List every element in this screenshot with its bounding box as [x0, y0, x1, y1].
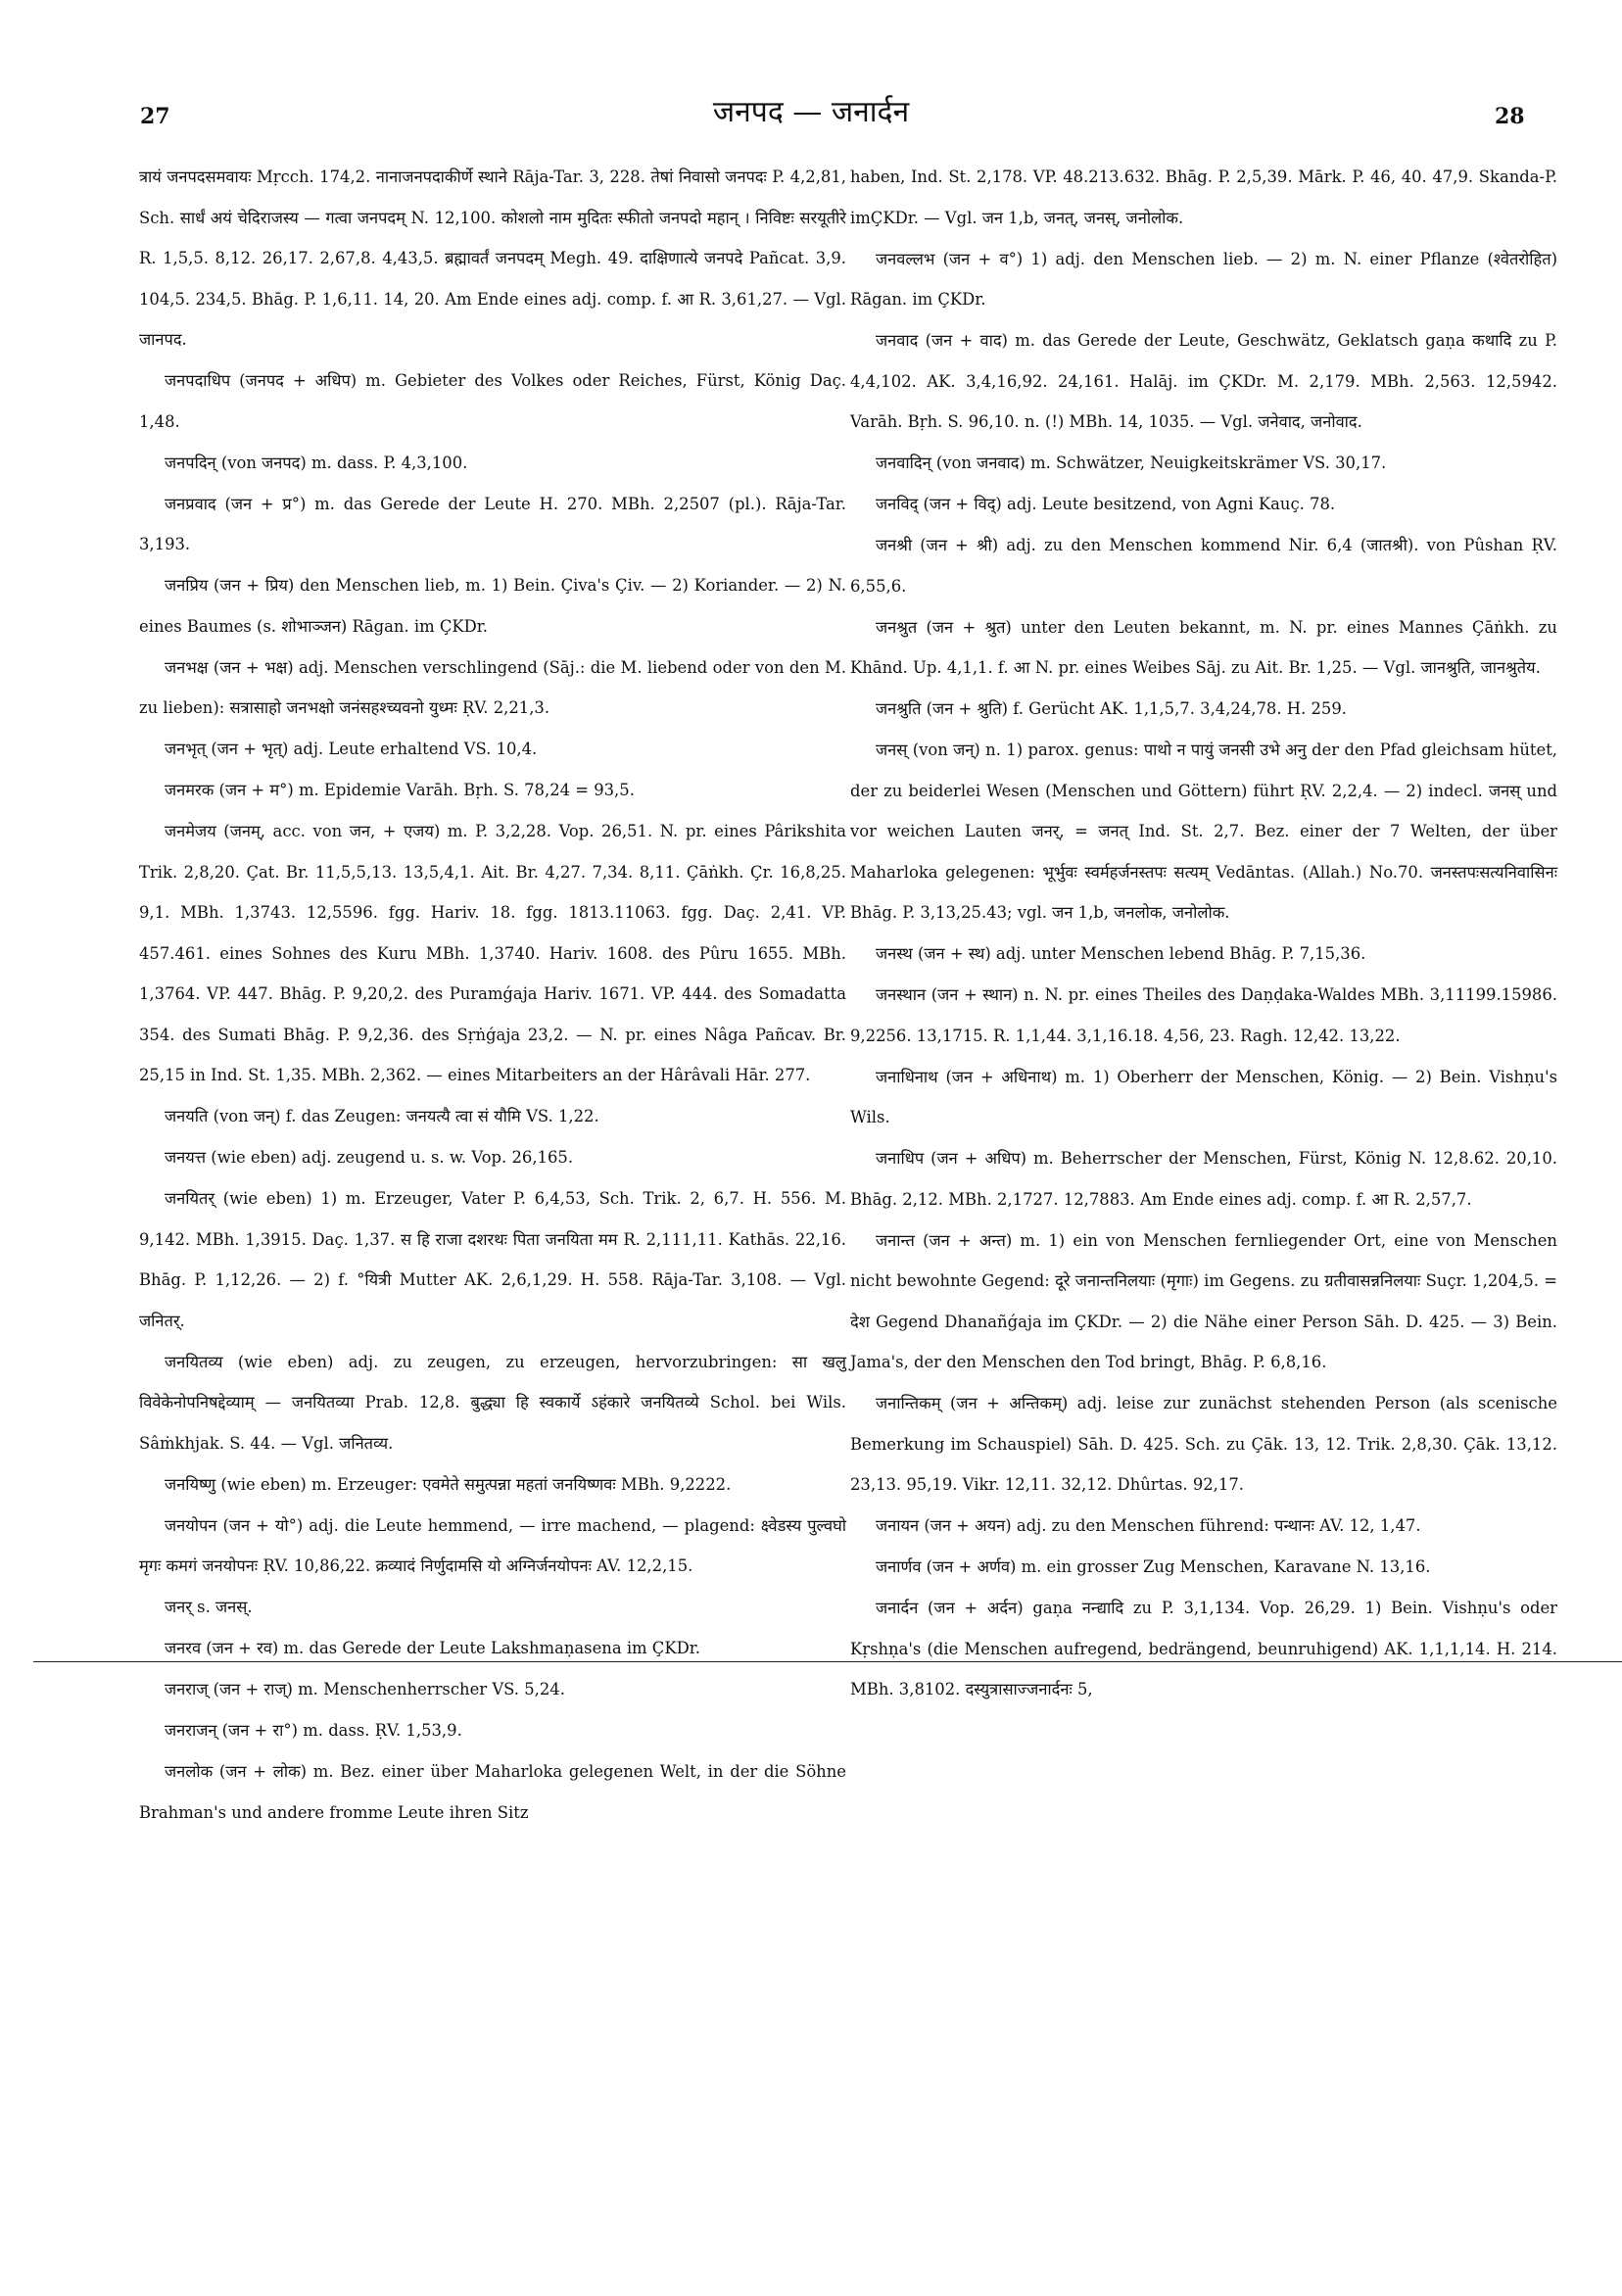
- dictionary-entry: haben, Ind. St. 2,178. VP. 48.213.632. Bhāg. P. 2,5,39. Mārk. P. 46, 40. 47,9. Skanda-P. imÇKDr. — Vgl. जन 1,b, जनत्, जनस्, जनोलोक.: [850, 167, 1557, 227]
- dictionary-entry: जनयति (von जन्) f. das Zeugen: जनयत्यै त्वा सं यौमि VS. 1,22.: [165, 1107, 599, 1125]
- dictionary-entry: जनवादिन् (von जनवाद) m. Schwätzer, Neuigkeitskrämer VS. 30,17.: [876, 454, 1387, 472]
- left-column: [139, 157, 846, 1834]
- dictionary-entry: जनरव (जन + रव) m. das Gerede der Leute Lakshmaṇasena im ÇKDr.: [165, 1639, 700, 1657]
- dictionary-entry: जनस् (von जन्) n. 1) parox. genus: पाथो न पायुं जनसी उभे अनु der den Pfad gleichsam hütet, der zu beiderlei Wesen (Menschen und Göttern) führt ṚV. 2,2,4. — 2) indecl. जनस् und vor weichen Lauten जनर्, = जनत् Ind. St. 2,7. Bez. einer der 7 Welten, der über Maharloka gelegenen: भूर्भुवः स्वर्महर्जनस्तपः सत्यम् Vedāntas. (Allah.) No.70. जनस्तपःसत्यनिवासिनः Bhāg. P. 3,13,25.43; vgl. जन 1,b, जनलोक, जनोलोक.: [850, 741, 1557, 922]
- dictionary-entry: जनाधिनाथ (जन + अधिनाथ) m. 1) Oberherr der Menschen, König. — 2) Bein. Vishṇu's Wils.: [850, 1067, 1557, 1126]
- dictionary-entry: जनयत्त (wie eben) adj. zeugend u. s. w. Vop. 26,165.: [165, 1148, 574, 1167]
- dictionary-entry: जनभक्ष (जन + भक्ष) adj. Menschen verschlingend (Sāj.: die M. liebend oder von den M. zu lieben): सत्रासाहो जनभक्षो जनंसहश्च्यवनो युध्मः ṚV. 2,21,3.: [139, 657, 846, 717]
- dictionary-entry: जनस्थान (जन + स्थान) n. N. pr. eines Theiles des Daṇḍaka-Waldes MBh. 3,11199.15986. 9,2256. 13,1715. R. 1,1,44. 3,1,16.18. 4,56, 23. Ragh. 12,42. 13,22.: [850, 985, 1557, 1045]
- dictionary-entry: जनवाद (जन + वाद) m. das Gerede der Leute, Geschwätz, Geklatsch gaṇa कथादि zu P. 4,4,102. AK. 3,4,16,92. 24,161. Halāj. im ÇKDr. M. 2,179. MBh. 2,563. 12,5942. Varāh. Bṛh. S. 96,10. n. (!) MBh. 14, 1035. — Vgl. जनेवाद, जनोवाद.: [850, 331, 1557, 431]
- dictionary-entry: जनप्रिय (जन + प्रिय) den Menschen lieb, m. 1) Bein. Çiva's Çiv. — 2) Koriander. — 2) N. eines Baumes (s. शोभाञ्जन) Rāgan. im ÇKDr.: [139, 576, 846, 636]
- dictionary-entry: जनप्रवाद (जन + प्र°) m. das Gerede der Leute H. 270. MBh. 2,2507 (pl.). Rāja-Tar. 3,193.: [139, 494, 846, 553]
- dictionary-entry: जनस्थ (जन + स्थ) adj. unter Menschen lebend Bhāg. P. 7,15,36.: [876, 944, 1366, 963]
- dictionary-entry: जनश्रुति (जन + श्रुति) f. Gerücht AK. 1,1,5,7. 3,4,24,78. H. 259.: [876, 699, 1347, 718]
- dictionary-entry: जनाधिप (जन + अधिप) m. Beherrscher der Menschen, Fürst, König N. 12,8.62. 20,10. Bhāg. 2,12. MBh. 2,1727. 12,7883. Am Ende eines adj. comp. f. आ R. 2,57,7.: [850, 1149, 1557, 1209]
- dictionary-entry: जनलोक (जन + लोक) m. Bez. einer über Maharloka gelegenen Welt, in der die Söhne Brahman's und andere fromme Leute ihren Sitz: [139, 1762, 846, 1822]
- dictionary-entry: जनश्रुत (जन + श्रुत) unter den Leuten bekannt, m. N. pr. eines Mannes Çāṅkh. zu Khānd. Up. 4,1,1. f. आ N. pr. eines Weibes Sāj. zu Ait. Br. 1,25. — Vgl. जानश्रुति, जानश्रुतेय.: [850, 617, 1557, 677]
- dictionary-entry: जनवल्लभ (जन + व°) 1) adj. den Menschen lieb. — 2) m. N. einer Pflanze (श्वेतरोहित) Rāgan. im ÇKDr.: [850, 249, 1557, 309]
- dictionary-entry: जनराजन् (जन + रा°) m. dass. ṚV. 1,53,9.: [165, 1721, 462, 1740]
- dictionary-entry: जनपदिन् (von जनपद) m. dass. P. 4,3,100.: [165, 453, 468, 472]
- right-column: [850, 157, 1557, 1710]
- dictionary-entry: जनराज् (जन + राज्) m. Menschenherrscher VS. 5,24.: [165, 1680, 565, 1698]
- running-head: जनपद — जनार्दन: [712, 95, 910, 129]
- dictionary-entry: त्रायं जनपदसमवायः Mṛcch. 174,2. नानाजनपदाकीर्णे स्थाने Rāja-Tar. 3, 228. तेषां निवासो जनपदः P. 4,2,81, Sch. सार्धं अयं चेदिराजस्य — गत्वा जनपदम् N. 12,100. कोशलो नाम मुदितः स्फीतो जनपदो महान् । निविष्टः सरयूतीरे R. 1,5,5. 8,12. 26,17. 2,67,8. 4,43,5. ब्रह्मावर्तं जनपदम् Megh. 49. दाक्षिणात्ये जनपदे Pañcat. 3,9. 104,5. 234,5. Bhāg. P. 1,6,11. 14, 20. Am Ende eines adj. comp. f. आ R. 3,61,27. — Vgl. जानपद.: [139, 167, 846, 349]
- dictionary-entry: जनायन (जन + अयन) adj. zu den Menschen führend: पन्थानः AV. 12, 1,47.: [876, 1516, 1421, 1535]
- dictionary-entry: जनविद् (जन + विद्) adj. Leute besitzend, von Agni Kauç. 78.: [876, 495, 1336, 513]
- dictionary-entry: जनर् s. जनस्.: [165, 1598, 253, 1616]
- dictionary-entry: जनयिष्णु (wie eben) m. Erzeuger: एवमेते समुत्पन्ना महतां जनयिष्णवः MBh. 9,2222.: [165, 1474, 732, 1494]
- dictionary-entry: जनमरक (जन + म°) m. Epidemie Varāh. Bṛh. S. 78,24 = 93,5.: [165, 781, 635, 799]
- dictionary-entry: जनयोपन (जन + यो°) adj. die Leute hemmend, — irre machend, — plagend: क्ष्वेडस्य पुल्वघो मृगः कमगं जनयोपनः ṚV. 10,86,22. क्रव्यादं निर्णुदामसि यो अग्निर्जनयोपनः AV. 12,2,15.: [139, 1515, 846, 1575]
- dictionary-entry: जनयितव्य (wie eben) adj. zu zeugen, zu erzeugen, hervorzubringen: सा खलु विवेकेनोपनिषद्देव्याम् — जनयितव्या Prab. 12,8. बुद्ध्या हि स्वकार्ये ऽहंकारे जनयितव्ये Schol. bei Wils. Sâṁkhjak. S. 44. — Vgl. जनितव्य.: [139, 1352, 846, 1453]
- page-number-right: 28: [1495, 104, 1525, 129]
- dictionary-entry: जनश्री (जन + श्री) adj. zu den Menschen kommend Nir. 6,4 (जातश्री). von Pûshan ṚV. 6,55,6.: [850, 536, 1557, 596]
- dictionary-entry: जनान्तिकम् (जन + अन्तिकम्) adj. leise zur zunächst stehenden Person (als scenische Bemerkung im Schauspiel) Sāh. D. 425. Sch. zu Çāk. 13, 12. Trik. 2,8,30. Çāk. 13,12. 23,13. 95,19. Vikr. 12,11. 32,12. Dhûrtas. 92,17.: [850, 1394, 1557, 1494]
- footer-rule: [33, 1661, 1622, 1662]
- dictionary-entry: जनमेजय (जनम्, acc. von जन, + एजय) m. P. 3,2,28. Vop. 26,51. N. pr. eines Pârikshita Trik. 2,8,20. Çat. Br. 11,5,5,13. 13,5,4,1. Ait. Br. 4,27. 7,34. 8,11. Çāṅkh. Çr. 16,8,25. 9,1. MBh. 1,3743. 12,5596. fgg. Hariv. 18. fgg. 1813.11063. fgg. Daç. 2,41. VP. 457.461. eines Sohnes des Kuru MBh. 1,3740. Hariv. 1608. des Pûru 1655. MBh. 1,3764. VP. 447. Bhāg. P. 9,20,2. des Puramǵaja Hariv. 1671. VP. 444. des Somadatta 354. des Sumati Bhāg. P. 9,2,36. des Sṛṅǵaja 23,2. — N. pr. eines Nâga Pañcav. Br. 25,15 in Ind. St. 1,35. MBh. 2,362. — eines Mitarbeiters an der Hârâvali Hār. 277.: [139, 822, 846, 1084]
- dictionary-entry: जनार्दन (जन + अर्दन) gaṇa नन्द्यादि zu P. 3,1,134. Vop. 26,29. 1) Bein. Vishṇu's oder Kṛshṇa's (die Menschen aufregend, bedrängend, beunruhigend) AK. 1,1,1,14. H. 214. MBh. 3,8102. दस्युत्रासाज्जनार्दनः 5,: [850, 1599, 1557, 1698]
- dictionary-entry: जनयितर् (wie eben) 1) m. Erzeuger, Vater P. 6,4,53, Sch. Trik. 2, 6,7. H. 556. M. 9,142. MBh. 1,3915. Daç. 1,37. स हि राजा दशरथः पिता जनयिता मम R. 2,111,11. Kathās. 22,16. Bhāg. P. 1,12,26. — 2) f. °यित्री Mutter AK. 2,6,1,29. H. 558. Rāja-Tar. 3,108. — Vgl. जनितर्.: [139, 1189, 846, 1330]
- page-number-left: 27: [140, 104, 170, 129]
- dictionary-entry: जनभृत् (जन + भृत्) adj. Leute erhaltend VS. 10,4.: [165, 740, 538, 758]
- dictionary-entry: जनान्त (जन + अन्त) m. 1) ein von Menschen fernliegender Ort, eine von Menschen nicht bewohnte Gegend: दूरे जनान्तनिलयाः (मृगाः) im Gegens. zu ग्रतीवासन्ननिलयाः Suçr. 1,204,5. = देश Gegend Dhanañǵaja im ÇKDr. — 2) die Nähe einer Person Sāh. D. 425. — 3) Bein. Jama's, der den Menschen den Tod bringt, Bhāg. P. 6,8,16.: [850, 1230, 1557, 1371]
- dictionary-entry: जनपदाधिप (जनपद + अधिप) m. Gebieter des Volkes oder Reiches, Fürst, König Daç. 1,48.: [139, 371, 846, 431]
- dictionary-entry: जनार्णव (जन + अर्णव) m. ein grosser Zug Menschen, Karavane N. 13,16.: [876, 1557, 1431, 1576]
